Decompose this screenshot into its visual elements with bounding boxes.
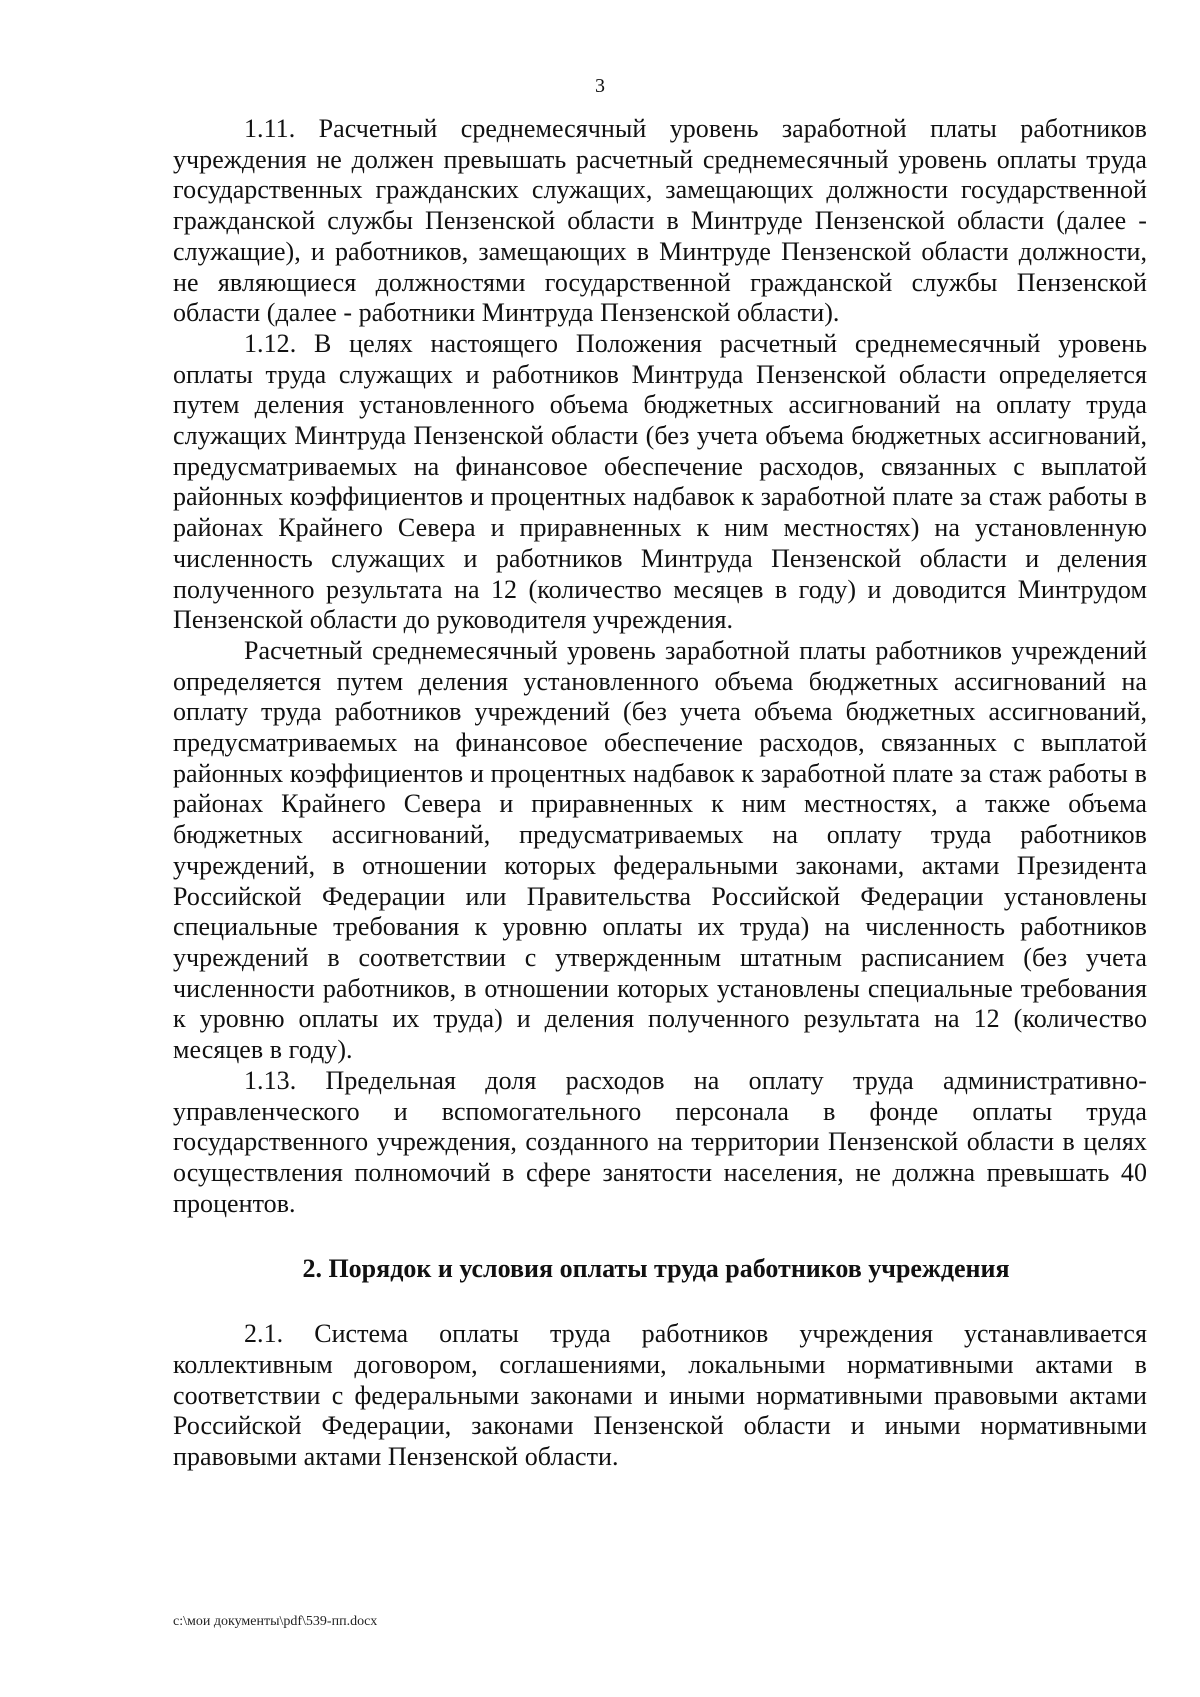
page-number: 3 [595,75,605,97]
document-body [173,114,1147,1473]
paragraph-1-11: 1.11. Расчетный среднемесячный уровень заработной платы работников учреждения не должен превышать расчетный среднемесячный уровень оплаты труда государственных гражданских служащих, замещающих должности государственной гражданской службы Пензенской области в Минтруде Пензенской области (далее - служащие), и работников, замещающих в Минтруде Пензенской области должности, не являющиеся должностями государственной гражданской службы Пензенской области (далее - работники Минтруда Пензенской области). [173,114,1147,328]
paragraph-1-12-continued: Расчетный среднемесячный уровень заработной платы работников учреждений определяется путем деления установленного объема бюджетных ассигнований на оплату труда работников учреждений (без учета объема бюджетных ассигнований, предусматриваемых на финансовое обеспечение расходов, связанных с выплатой районных коэффициентов и процентных надбавок к заработной плате за стаж работы в районах Крайнего Севера и приравненных к ним местностях, а также объема бюджетных ассигнований, предусматриваемых на оплату труда работников учреждений, в отношении которых федеральными законами, актами Президента Российской Федерации или Правительства Российской Федерации установлены специальные требования к уровню оплаты их труда) на численность работников учреждений в соответствии с утвержденным штатным расписанием (без учета численности работников, в отношении которых установлены специальные требования к уровню оплаты их труда) и деления полученного результата на 12 (количество месяцев в году). [173,635,1147,1065]
paragraph-1-13: 1.13. Предельная доля расходов на оплату труда административно-управленческого и вспомогательного персонала в фонде оплаты труда государственного учреждения, созданного на территории Пензенской области в целях осуществления полномочий в сфере занятости населения, не должна превышать 40 процентов. [173,1065,1147,1218]
paragraph-2-1: 2.1. Система оплаты труда работников учреждения устанавливается коллективным договором, соглашениями, локальными нормативными актами в соответствии с федеральными законами и иными нормативными правовыми актами Российской Федерации, законами Пензенской области и иными нормативными правовыми актами Пензенской области. [173,1319,1147,1472]
paragraph-1-12: 1.12. В целях настоящего Положения расчетный среднемесячный уровень оплаты труда служащих и работников Минтруда Пензенской области определяется путем деления установленного объема бюджетных ассигнований на оплату труда служащих Минтруда Пензенской области (без учета объема бюджетных ассигнований, предусматриваемых на финансовое обеспечение расходов, связанных с выплатой районных коэффициентов и процентных надбавок к заработной плате за стаж работы в районах Крайнего Севера и приравненных к ним местностях) на установленную численность служащих и работников Минтруда Пензенской области и деления полученного результата на 12 (количество месяцев в году) и доводится Минтрудом Пензенской области до руководителя учреждения. [173,328,1147,635]
footer-file-path: c:\мои документы\pdf\539-пп.docx [173,1614,378,1629]
section-heading: 2. Порядок и условия оплаты труда работников учреждения [302,1254,1010,1284]
